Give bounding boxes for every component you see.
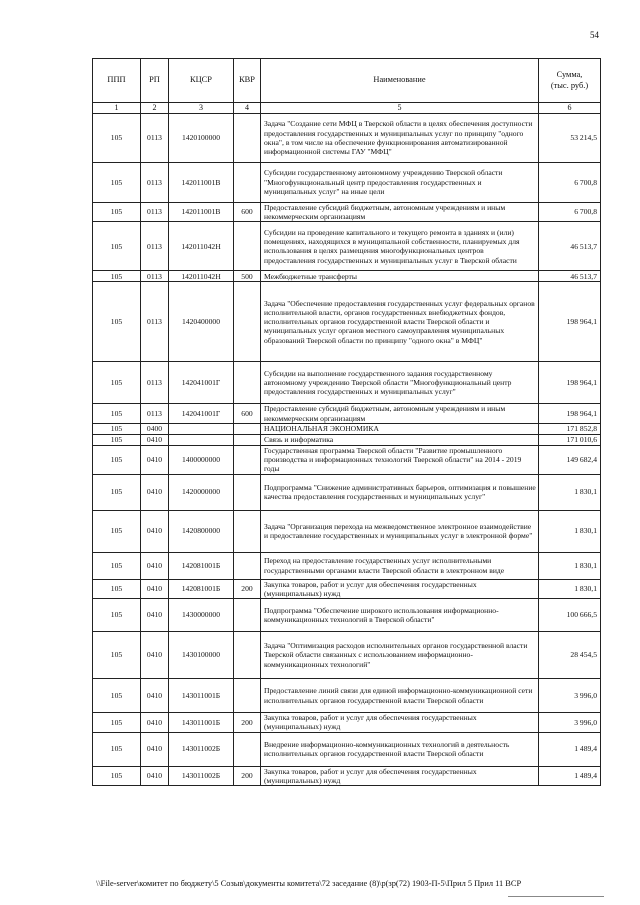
cell-kcsr: 143011001Б xyxy=(169,713,234,733)
cell-sum: 1 489,4 xyxy=(539,766,601,786)
cell-kvr: 200 xyxy=(234,766,261,786)
column-number-row xyxy=(93,103,601,114)
cell-sum: 198 964,1 xyxy=(539,404,601,424)
cell-kcsr: 1430000000 xyxy=(169,599,234,632)
cell-kcsr: 142011001В xyxy=(169,162,234,202)
header-ppp: ППП xyxy=(93,59,141,103)
cell-kvr xyxy=(234,732,261,766)
cell-sum: 1 830,1 xyxy=(539,510,601,552)
cell-kcsr: 142081001Б xyxy=(169,552,234,579)
cell-kvr xyxy=(234,599,261,632)
cell-name: Внедрение информационно-коммуникационных технологий в деятельность исполнительных органов государственной власти Тверской области xyxy=(261,732,539,766)
cell-ppp: 105 xyxy=(93,732,141,766)
cell-ppp: 105 xyxy=(93,202,141,222)
cell-name: Закупка товаров, работ и услуг для обеспечения государственных (муниципальных) нужд xyxy=(261,766,539,786)
cell-kvr xyxy=(234,552,261,579)
cell-ppp: 105 xyxy=(93,445,141,474)
table-row xyxy=(93,632,601,679)
cell-rp: 0400 xyxy=(141,423,169,434)
cell-sum: 28 454,5 xyxy=(539,632,601,679)
cell-name: Предоставление субсидий бюджетным, автономным учреждениям и иным некоммерческим организациям xyxy=(261,404,539,424)
cell-kcsr: 143011001Б xyxy=(169,679,234,713)
cell-sum: 46 513,7 xyxy=(539,222,601,271)
cell-name: Задача "Обеспечение предоставления государственных услуг федеральных органов исполнительной власти, органов государственных внебюджетных фондов, исполнительных органов государственной власти Тверской области и муниципальных услуг органов местного самоуправления муниципальных образований Тверской области по принципу "одного окна" в МФЦ" xyxy=(261,282,539,362)
cell-rp: 0113 xyxy=(141,162,169,202)
cell-sum: 3 996,0 xyxy=(539,679,601,713)
cell-sum: 53 214,5 xyxy=(539,113,601,162)
cell-ppp: 105 xyxy=(93,271,141,282)
cell-sum: 171 852,8 xyxy=(539,423,601,434)
cell-name: Подпрограмма "Снижение административных барьеров, оптимизация и повышение качества предоставления государственных и муниципальных услуг" xyxy=(261,474,539,510)
table-row xyxy=(93,222,601,271)
cell-kvr xyxy=(234,474,261,510)
table-body xyxy=(93,113,601,785)
cell-kcsr: 142041001Г xyxy=(169,404,234,424)
table-row xyxy=(93,271,601,282)
cell-name: Подпрограмма "Обеспечение широкого использования информационно-коммуникационных технологий в Тверской области" xyxy=(261,599,539,632)
column-number: 5 xyxy=(261,103,539,114)
cell-name: Переход на предоставление государственных услуг исполнительными государственными органами власти Тверской области в электронном виде xyxy=(261,552,539,579)
cell-rp: 0410 xyxy=(141,679,169,713)
table-row xyxy=(93,434,601,445)
cell-sum: 6 700,8 xyxy=(539,162,601,202)
column-number: 4 xyxy=(234,103,261,114)
cell-name: Задача "Оптимизация расходов исполнительных органов государственной власти Тверской области связанных с использованием информационно-коммуникационных технологий" xyxy=(261,632,539,679)
cell-sum: 149 682,4 xyxy=(539,445,601,474)
cell-rp: 0113 xyxy=(141,222,169,271)
column-number: 1 xyxy=(93,103,141,114)
cell-name: Связь и информатика xyxy=(261,434,539,445)
cell-kcsr: 1430100000 xyxy=(169,632,234,679)
cell-kcsr: 1420400000 xyxy=(169,282,234,362)
cell-kcsr: 143011002Б xyxy=(169,766,234,786)
cell-kvr xyxy=(234,434,261,445)
column-number: 3 xyxy=(169,103,234,114)
cell-ppp: 105 xyxy=(93,162,141,202)
cell-ppp: 105 xyxy=(93,510,141,552)
cell-kcsr: 142011001В xyxy=(169,202,234,222)
cell-sum: 1 830,1 xyxy=(539,579,601,599)
cell-ppp: 105 xyxy=(93,579,141,599)
table-row xyxy=(93,510,601,552)
cell-kvr: 500 xyxy=(234,271,261,282)
table-row xyxy=(93,162,601,202)
cell-rp: 0410 xyxy=(141,732,169,766)
cell-sum: 46 513,7 xyxy=(539,271,601,282)
table-row xyxy=(93,599,601,632)
footer-file-path: \\File-server\комитет по бюджету\5 Созыв\документы комитета\72 заседание (8)\р(зр(72) 1903-П-5\Прил 5 Прил 11 ВСР xyxy=(96,879,522,888)
cell-rp: 0113 xyxy=(141,202,169,222)
cell-kcsr: 142011042Н xyxy=(169,271,234,282)
table-row xyxy=(93,362,601,404)
table-row xyxy=(93,423,601,434)
cell-kvr xyxy=(234,282,261,362)
cell-name: Закупка товаров, работ и услуг для обеспечения государственных (муниципальных) нужд xyxy=(261,713,539,733)
cell-kcsr xyxy=(169,434,234,445)
cell-rp: 0410 xyxy=(141,474,169,510)
header-kcsr: КЦСР xyxy=(169,59,234,103)
cell-kvr: 200 xyxy=(234,579,261,599)
cell-ppp: 105 xyxy=(93,599,141,632)
cell-kvr: 200 xyxy=(234,713,261,733)
cell-name: Задача "Создание сети МФЦ в Тверской области в целях обеспечения доступности предоставления государственных и муниципальных услуг по принципу "одного окна", в том числе на обеспечение функционирования автоматизированной информационной системы ГАУ "МФЦ" xyxy=(261,113,539,162)
cell-ppp: 105 xyxy=(93,552,141,579)
cell-name: Предоставление линий связи для единой информационно-коммуникационной сети исполнительных органов государственной власти Тверской области xyxy=(261,679,539,713)
cell-ppp: 105 xyxy=(93,423,141,434)
header-kvr: КВР xyxy=(234,59,261,103)
header-rp: РП xyxy=(141,59,169,103)
cell-name: Субсидии государственному автономному учреждению Тверской области "Многофункциональный центр предоставления государственных и муниципальных услуг" на иные цели xyxy=(261,162,539,202)
cell-kvr xyxy=(234,445,261,474)
cell-name: Задача "Организация перехода на межведомственное электронное взаимодействие и предоставление государственных и муниципальных услуг в электронной форме" xyxy=(261,510,539,552)
cell-sum: 198 964,1 xyxy=(539,362,601,404)
cell-name: Субсидии на проведение капитального и текущего ремонта в зданиях и (или) помещениях, находящихся в муниципальной собственности, планируемых для использования в целях размещения многофункциональных центров предоставления государственных и муниципальных услуг в Тверской области xyxy=(261,222,539,271)
cell-ppp: 105 xyxy=(93,222,141,271)
cell-ppp: 105 xyxy=(93,404,141,424)
table-row xyxy=(93,579,601,599)
header-name: Наименование xyxy=(261,59,539,103)
table-row xyxy=(93,113,601,162)
table-row xyxy=(93,404,601,424)
cell-kcsr: 1420800000 xyxy=(169,510,234,552)
cell-sum: 1 830,1 xyxy=(539,552,601,579)
table-row xyxy=(93,713,601,733)
cell-kvr xyxy=(234,362,261,404)
cell-sum: 6 700,8 xyxy=(539,202,601,222)
footer-divider xyxy=(508,896,604,897)
cell-rp: 0410 xyxy=(141,599,169,632)
cell-kcsr: 143011002Б xyxy=(169,732,234,766)
cell-name: Межбюджетные трансферты xyxy=(261,271,539,282)
table-row xyxy=(93,766,601,786)
cell-kcsr: 1420100000 xyxy=(169,113,234,162)
cell-kvr xyxy=(234,632,261,679)
cell-sum: 198 964,1 xyxy=(539,282,601,362)
cell-kvr xyxy=(234,510,261,552)
cell-ppp: 105 xyxy=(93,766,141,786)
cell-name: НАЦИОНАЛЬНАЯ ЭКОНОМИКА xyxy=(261,423,539,434)
cell-ppp: 105 xyxy=(93,713,141,733)
table-row xyxy=(93,732,601,766)
table-header-row xyxy=(93,59,601,103)
cell-rp: 0410 xyxy=(141,579,169,599)
cell-ppp: 105 xyxy=(93,632,141,679)
cell-ppp: 105 xyxy=(93,679,141,713)
cell-rp: 0410 xyxy=(141,552,169,579)
cell-rp: 0113 xyxy=(141,271,169,282)
cell-name: Предоставление субсидий бюджетным, автономным учреждениям и иным некоммерческим организациям xyxy=(261,202,539,222)
cell-kcsr: 142011042Н xyxy=(169,222,234,271)
cell-kcsr: 142041001Г xyxy=(169,362,234,404)
column-number: 6 xyxy=(539,103,601,114)
cell-kvr xyxy=(234,679,261,713)
cell-kvr xyxy=(234,113,261,162)
cell-sum: 1 830,1 xyxy=(539,474,601,510)
table-row xyxy=(93,679,601,713)
cell-sum: 3 996,0 xyxy=(539,713,601,733)
cell-sum: 1 489,4 xyxy=(539,732,601,766)
cell-kcsr: 1420000000 xyxy=(169,474,234,510)
cell-ppp: 105 xyxy=(93,362,141,404)
cell-kvr xyxy=(234,423,261,434)
page-number: 54 xyxy=(590,30,599,40)
cell-kvr xyxy=(234,162,261,202)
cell-ppp: 105 xyxy=(93,113,141,162)
cell-rp: 0410 xyxy=(141,713,169,733)
table-row xyxy=(93,445,601,474)
cell-rp: 0410 xyxy=(141,632,169,679)
budget-table xyxy=(92,58,601,786)
cell-kcsr: 142081001Б xyxy=(169,579,234,599)
cell-rp: 0410 xyxy=(141,766,169,786)
cell-rp: 0410 xyxy=(141,434,169,445)
cell-sum: 100 666,5 xyxy=(539,599,601,632)
cell-kvr: 600 xyxy=(234,404,261,424)
cell-rp: 0113 xyxy=(141,113,169,162)
cell-kvr xyxy=(234,222,261,271)
cell-ppp: 105 xyxy=(93,434,141,445)
cell-sum: 171 010,6 xyxy=(539,434,601,445)
cell-rp: 0113 xyxy=(141,404,169,424)
cell-rp: 0410 xyxy=(141,445,169,474)
column-number: 2 xyxy=(141,103,169,114)
table-row xyxy=(93,552,601,579)
cell-kcsr: 1400000000 xyxy=(169,445,234,474)
cell-name: Закупка товаров, работ и услуг для обеспечения государственных (муниципальных) нужд xyxy=(261,579,539,599)
cell-kcsr xyxy=(169,423,234,434)
table-row xyxy=(93,474,601,510)
table-row xyxy=(93,282,601,362)
cell-name: Субсидии на выполнение государственного задания государственному автономному учреждению Тверской области "Многофункциональный центр предоставления государственных и муниципальных услуг" xyxy=(261,362,539,404)
cell-rp: 0410 xyxy=(141,510,169,552)
cell-rp: 0113 xyxy=(141,362,169,404)
cell-name: Государственная программа Тверской области "Развитие промышленного производства и информационных технологий Тверской области" на 2014 - 2019 годы xyxy=(261,445,539,474)
table-row xyxy=(93,202,601,222)
cell-ppp: 105 xyxy=(93,282,141,362)
cell-rp: 0113 xyxy=(141,282,169,362)
cell-kvr: 600 xyxy=(234,202,261,222)
header-sum: Сумма, (тыс. руб.) xyxy=(539,59,601,103)
cell-ppp: 105 xyxy=(93,474,141,510)
